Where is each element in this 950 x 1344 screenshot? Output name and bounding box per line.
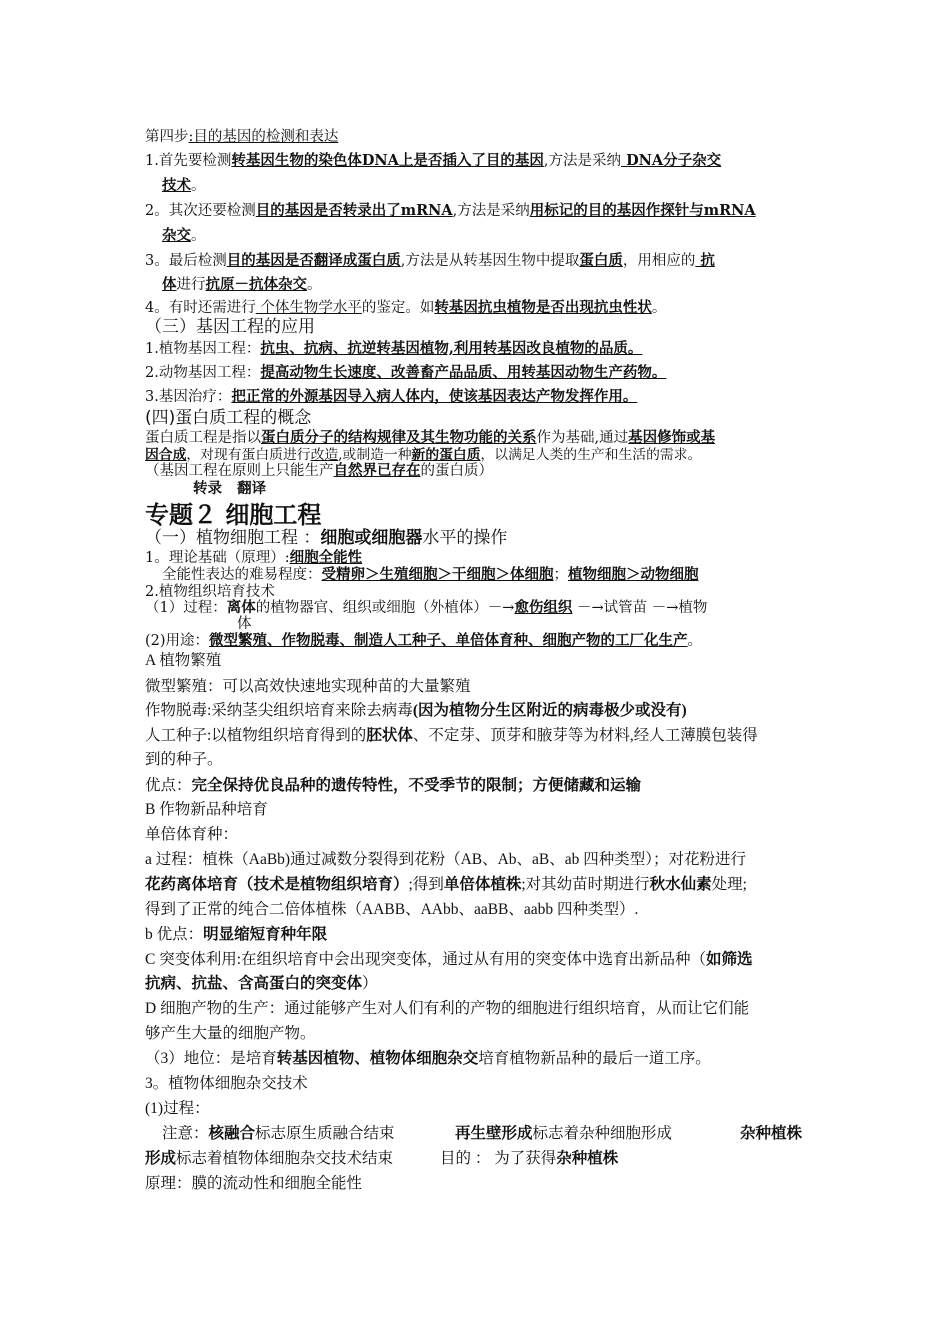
- haploid-process-1: a 过程：植株（AaBb)通过减数分裂得到花粉（AB、Ab、aB、ab 四种类型）；对花粉进行: [145, 851, 747, 868]
- protein-para-line-3: [145, 461, 493, 481]
- purpose: [440, 1149, 618, 1169]
- tissue-culture-uses: [145, 631, 702, 651]
- step4-item-3-cont: [162, 275, 322, 295]
- text: 人工种子:以植物组织培育得到的: [145, 727, 367, 744]
- text: （3）地位：是培育: [145, 1050, 277, 1067]
- emphasis: 如筛选: [706, 951, 753, 968]
- cell-product-1: D 细胞产物的生产：通过能够产生对人们有利的产物的细胞进行组织培育，从而让它们能: [145, 1000, 750, 1017]
- tissue-culture-heading: 2.植物组织培育技术: [145, 584, 275, 600]
- text: 作物脱毒:采纳茎尖组织培育来除去病毒: [145, 702, 413, 719]
- plant-propagation-heading: A 植物繁殖: [145, 652, 222, 669]
- note-line-2: [145, 1149, 393, 1169]
- emphasis: 单倍体植株: [443, 876, 522, 893]
- emphasis: 细胞全能性: [289, 549, 363, 566]
- text: 1。理论基础（原理）:: [145, 550, 290, 566]
- text: （基因工程在原则上只能生产: [145, 463, 334, 479]
- emphasis: 形成: [145, 1150, 177, 1167]
- step4-item-1: [145, 151, 721, 171]
- emphasis: (因为植物分生区附近的病毒极少或没有): [412, 702, 687, 719]
- text: 处理;: [711, 876, 747, 893]
- step4-item-1-cont: [162, 176, 206, 196]
- section-heading-plant-cell: [145, 528, 507, 548]
- emphasis: 改造: [310, 447, 339, 463]
- emphasis: 转基因抗虫植物是否出现抗虫性状: [434, 299, 652, 316]
- emphasis: 基因修饰或基: [628, 429, 716, 446]
- artificial-seed-cont: 到的种子。: [145, 751, 223, 768]
- application-item-1: [145, 339, 642, 359]
- text: ,方法是采纳: [543, 153, 622, 169]
- text: 标志着植物体细胞杂交技术结束: [176, 1150, 394, 1167]
- text: 培育植物新品种的最后一道工序。: [478, 1050, 711, 1067]
- emphasis: 蛋白质分子的结构规律及其生物功能的关系: [261, 429, 537, 446]
- haploid-process-2: [145, 875, 747, 895]
- emphasis: 用标记的目的基因作探针与mRNA: [529, 202, 756, 219]
- emphasis: 抗虫、抗病、抗逆转基因植物,利用转基因改良植物的品质。: [260, 340, 643, 357]
- emphasis: 把正常的外源基因导入病人体内，使该基因表达产物发挥作用。: [231, 388, 638, 405]
- text: 注意：: [162, 1125, 209, 1142]
- mutant-use-cont: [145, 974, 378, 994]
- text: （1）过程：: [145, 600, 227, 616]
- somatic-hybrid-heading: 3。植物体细胞杂交技术: [145, 1075, 308, 1092]
- step4-title: :目的基因的检测和表达: [188, 129, 339, 145]
- emphasis: 核融合: [208, 1125, 256, 1142]
- emphasis: 因合成: [145, 447, 187, 463]
- text: ，以满足人类的生产和生活的需求。: [480, 447, 702, 463]
- emphasis: DNA分子杂交: [621, 152, 722, 169]
- text: 3。最后检测: [145, 253, 227, 269]
- text: 4。有时还需进行: [145, 300, 256, 316]
- step4-prefix: 第四步: [145, 129, 189, 145]
- emphasis: 明显缩短育种年限: [203, 926, 328, 943]
- text: C 突变体利用:在组织培育中会出现突变体，通过从有用的突变体中选育出新品种（: [145, 951, 707, 968]
- emphasis: 杂种植株: [556, 1150, 619, 1167]
- emphasis: 个体生物学水平: [255, 300, 362, 316]
- text: 蛋白质工程是指以: [145, 430, 261, 446]
- section-heading-application: （三）基因工程的应用: [145, 317, 315, 337]
- new-variety-heading: B 作物新品种培育: [145, 801, 268, 818]
- note-line-1b: [455, 1124, 672, 1144]
- text: ,方法是采纳: [452, 203, 530, 219]
- emphasis: 提高动物生长速度、改善畜产品品质、用转基因动物生产药物。: [260, 364, 667, 381]
- mutant-use: [145, 950, 753, 970]
- haploid-breeding: 单倍体育种：: [145, 826, 239, 843]
- text: 标志着杂种细胞形成: [532, 1125, 673, 1142]
- emphasis: 目的基因是否转录出了mRNA: [255, 202, 453, 219]
- text: ）: [362, 975, 378, 992]
- emphasis: 转基因植物、植物体细胞杂交: [276, 1050, 479, 1067]
- emphasis: 自然界已存在: [333, 462, 421, 479]
- emphasis: 再生壁形成: [455, 1125, 533, 1142]
- text: －→试管苗 －→植物: [572, 600, 708, 616]
- text: (2)用途：: [145, 633, 210, 649]
- haploid-advantage: [145, 925, 327, 945]
- emphasis: 微型繁殖、作物脱毒、制造人工种子、单倍体育种、细胞产物的工厂化生产: [209, 632, 688, 649]
- text: 。: [307, 277, 322, 293]
- emphasis: 蛋白质: [579, 252, 623, 269]
- text: 3.基因治疗：: [145, 389, 232, 405]
- text: 。: [191, 228, 206, 244]
- text: 。: [651, 300, 667, 316]
- text: 。: [687, 633, 703, 649]
- emphasis: 细胞或细胞器: [320, 528, 423, 548]
- text: 的鉴定。如: [361, 300, 435, 316]
- text: （一）植物细胞工程 ：: [145, 528, 321, 548]
- status: [145, 1049, 711, 1069]
- emphasis: 受精卵＞生殖细胞＞干细胞＞体细胞: [321, 566, 554, 583]
- tissue-culture-process-cont: 体: [237, 616, 252, 632]
- step4-item-2-cont: [162, 226, 206, 246]
- principle: 原理：膜的流动性和细胞全能性: [145, 1175, 363, 1192]
- emphasis: 花药离体培育（技术是植物组织培育）: [145, 876, 409, 893]
- text: 的蛋白质）: [420, 463, 493, 479]
- artificial-seed: [145, 726, 758, 746]
- crop-detox: [145, 701, 687, 721]
- text: 水平的操作: [422, 528, 508, 548]
- emphasis: 杂交: [162, 227, 191, 244]
- text: 。: [191, 178, 206, 194]
- text: 、不定芽、顶芽和腋芽等为材料,经人工薄膜包装得: [412, 727, 758, 744]
- emphasis: 抗: [695, 252, 715, 269]
- text: 作为基础,通过: [536, 430, 629, 446]
- emphasis: 转基因生物的染色体DNA上是否插入了目的基因: [231, 152, 544, 169]
- tissue-culture-process: [145, 598, 707, 618]
- emphasis: 技术: [162, 177, 191, 194]
- text: ，对现有蛋白质进行: [186, 447, 311, 463]
- application-item-2: [145, 363, 666, 383]
- note-line-1c: 杂种植株: [740, 1125, 803, 1142]
- text: 1.首先要检测: [145, 153, 232, 169]
- text: ;得到: [408, 876, 444, 893]
- text: ;对其幼苗时期进行: [521, 876, 650, 893]
- text: 标志原生质融合结束: [255, 1125, 395, 1142]
- topic-title: 专题２ 细胞工程: [145, 501, 322, 529]
- micropropagation: 微型繁殖：可以高效快速地实现种苗的大量繁殖: [145, 678, 471, 695]
- step4-heading: [145, 127, 338, 147]
- emphasis: 目的基因是否翻译成蛋白质: [226, 252, 401, 269]
- emphasis: 完全保持优良品种的遗传特性，不受季节的限制；方便储藏和运输: [191, 777, 642, 794]
- text: 的植物器官、组织或细胞（外植体）－→: [255, 600, 515, 616]
- note-line-1: [162, 1124, 395, 1144]
- section-heading-protein: (四)蛋白质工程的概念: [145, 408, 312, 428]
- text: ；: [553, 567, 568, 583]
- text: ,方法是从转基因生物中提取: [400, 253, 580, 269]
- haploid-process-3: 得到了正常的纯合二倍体植株（AABB、AAbb、aaBB、aabb 四种类型）.: [145, 901, 639, 918]
- application-item-3: [145, 387, 637, 407]
- somatic-hybrid-process: (1)过程：: [145, 1100, 210, 1117]
- text: 进行: [176, 277, 206, 293]
- emphasis: 离体: [226, 599, 256, 616]
- text: 目的 ： 为了获得: [440, 1150, 557, 1167]
- step4-item-2: [145, 201, 756, 221]
- emphasis: 愈伤组织: [514, 599, 573, 616]
- emphasis: 秋水仙素: [649, 876, 712, 893]
- text: 全能性表达的难易程度：: [162, 567, 322, 583]
- text: ，用相应的: [622, 253, 696, 269]
- step4-item-3: [145, 251, 715, 271]
- transcription-translation-label: 转录 翻译: [193, 480, 267, 497]
- step4-item-4: [145, 298, 666, 318]
- text: 优点：: [145, 777, 192, 794]
- emphasis: 抗原－抗体杂交: [205, 276, 307, 293]
- emphasis: 新的蛋白质: [411, 447, 481, 463]
- text: ,或制造一种: [338, 447, 412, 463]
- emphasis: 抗病、抗盐、含高蛋白的突变体: [145, 975, 363, 992]
- text: 2。其次还要检测: [145, 203, 256, 219]
- cell-product-2: 够产生大量的细胞产物。: [145, 1025, 316, 1042]
- advantages: [145, 776, 641, 796]
- text: 2.动物基因工程：: [145, 365, 261, 381]
- emphasis: 体: [162, 276, 177, 293]
- text: 1.植物基因工程：: [145, 341, 261, 357]
- text: b 优点：: [145, 926, 204, 943]
- emphasis: 胚状体: [366, 727, 413, 744]
- emphasis: 植物细胞＞动物细胞: [568, 566, 699, 583]
